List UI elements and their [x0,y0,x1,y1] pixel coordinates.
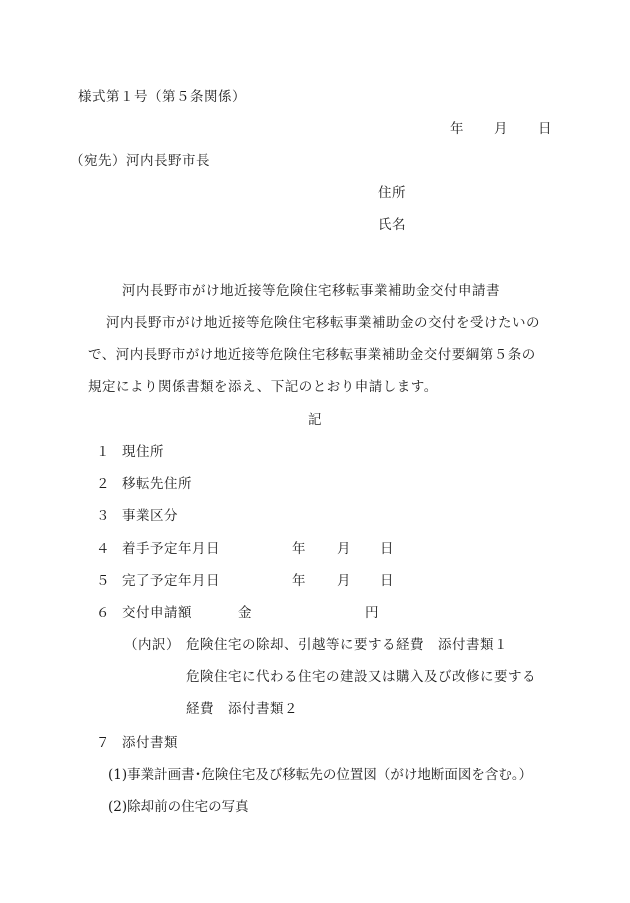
item-7-number: ７ [96,735,110,751]
item-5-label: 完了予定年月日 [122,573,220,589]
breakdown-line-1: 危険住宅の除却、引越等に要する経費 添付書類１ [186,637,508,653]
item-5-year: 年 [292,573,306,589]
date-month-label: 月 [494,121,508,137]
applicant-name-label: 氏名 [378,217,406,233]
item-5-day: 日 [380,573,394,589]
body-line-3: 規定により関係書類を添え、下記のとおり申請します。 [88,379,438,395]
item-6-number: ６ [96,605,110,621]
body-line-1: 河内長野市がけ地近接等危険住宅移転事業補助金の交付を受けたいの [106,315,540,331]
item-2-number: ２ [96,476,110,492]
attachment-2: (2)除却前の住宅の写真 [108,799,249,815]
item-3-label: 事業区分 [122,508,178,524]
item-2-label: 移転先住所 [122,476,192,492]
attachment-1: (1)事業計画書･危険住宅及び移転先の位置図（がけ地断面図を含む。） [108,767,533,783]
breakdown-line-3: 経費 添付書類２ [186,701,298,717]
item-4-label: 着手予定年月日 [122,541,220,557]
item-5-number: ５ [96,573,110,589]
addressee: （宛先）河内長野市長 [70,153,210,169]
item-3-number: ３ [96,508,110,524]
item-4-number: ４ [96,541,110,557]
document-title: 河内長野市がけ地近接等危険住宅移転事業補助金交付申請書 [122,283,500,299]
form-number: 様式第１号（第５条関係） [78,89,246,105]
ki-heading: 記 [308,412,322,428]
item-1-label: 現住所 [122,444,164,460]
date-day-label: 日 [538,121,552,137]
item-7-label: 添付書類 [122,735,178,751]
item-4-month: 月 [337,541,351,557]
body-line-2: で、河内長野市がけ地近接等危険住宅移転事業補助金交付要綱第５条の [88,347,536,363]
breakdown-label: （内訳） [124,637,180,653]
item-1-number: １ [96,444,110,460]
item-6-kin: 金 [238,605,252,621]
item-4-day: 日 [380,541,394,557]
item-6-label: 交付申請額 [122,605,192,621]
item-5-month: 月 [337,573,351,589]
item-4-year: 年 [292,541,306,557]
date-year-label: 年 [450,121,464,137]
item-6-yen: 円 [365,605,379,621]
applicant-address-label: 住所 [378,185,406,201]
breakdown-line-2: 危険住宅に代わる住宅の建設又は購入及び改修に要する [186,669,536,685]
